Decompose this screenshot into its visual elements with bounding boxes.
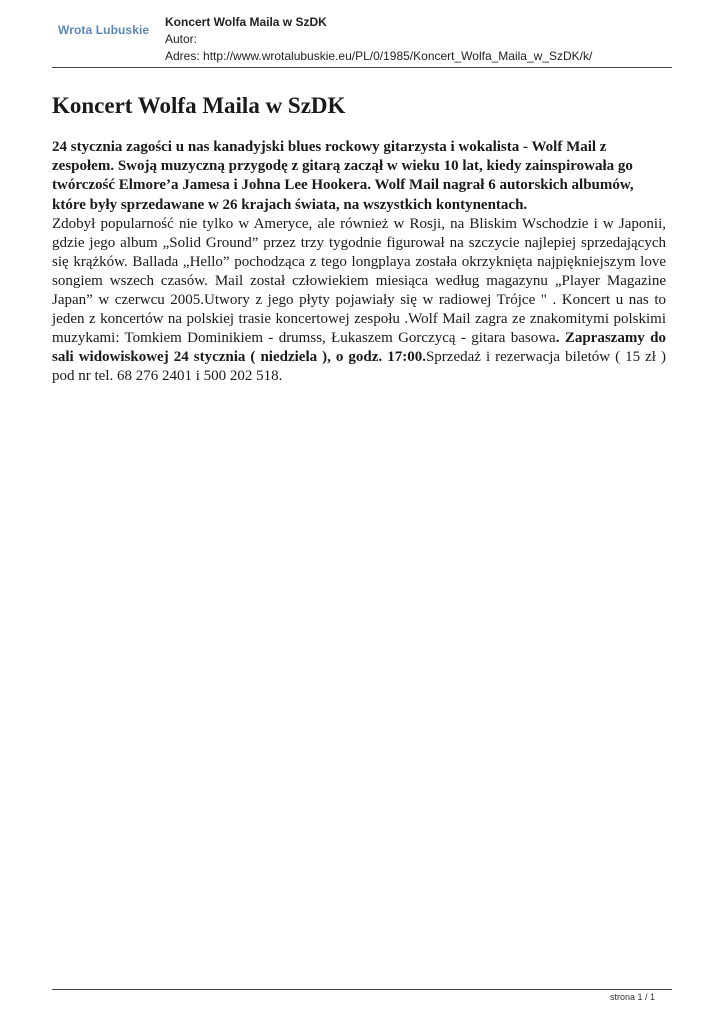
source-address: Adres: http://www.wrotalubuskie.eu/PL/0/1985/Koncert_Wolfa_Maila_w_SzDK/k/ (165, 49, 593, 63)
header-title: Koncert Wolfa Maila w SzDK (165, 15, 327, 29)
page-number: strona 1 / 1 (609, 992, 655, 1002)
body-text-part1: Zdobył popularność nie tylko w Ameryce, ale również w Rosji, na Bliskim Wschodzie i w Japonii, gdzie jego album „Solid Ground” przez trzy tygodnie figurował na szczycie najlepiej sprzedających się krążków. Ballada „Hello” pochodząca z tego longplaya została okrzyknięta najpiękniejszym love songiem wszech czasów. Mail został człowiekiem miesiąca według magazynu „Player Magazine Japan” w czerwcu 2005.Utwory z jego płyty pojawiały się w radiowej Trójce " . Koncert u nas to jeden z koncertów na polskiej trasie koncertowej zespołu .Wolf Mail zagra ze znakomitymi polskimi muzykami: Tomkiem Dominikiem - drumss, Łukaszem Gorczycą - gitara basowa (52, 215, 666, 346)
article-lead: 24 stycznia zagości u nas kanadyjski blues rockowy gitarzysta i wokalista - Wolf Mail z zespołem. Swoją muzyczną przygodę z gitarą zaczął w wieku 10 lat, kiedy zainspirowała go twórczość Elmore’a Jamesa i Johna Lee Hookera. Wolf Mail nagrał 6 autorskich albumów, które były sprzedawane w 26 krajach świata, na wszystkich kontynentach. (52, 139, 634, 213)
article-heading: Koncert Wolfa Maila w SzDK (52, 93, 346, 118)
body-text-invitation: . Zapraszamy do sali widowiskowej 24 stycznia ( niedziela ), o godz. 17:00. (52, 329, 666, 365)
page-header (52, 14, 672, 68)
footer-divider (52, 989, 672, 990)
article-body (52, 215, 666, 386)
author-label: Autor: (165, 32, 198, 46)
body-text-part2: Sprzedaż i rezerwacja biletów ( 15 zł ) pod nr tel. 68 276 2401 i 500 202 518. (52, 348, 666, 384)
document-meta (165, 14, 592, 65)
article (52, 92, 666, 386)
header-divider (52, 67, 672, 68)
site-logo[interactable]: Wrota Lubuskie (58, 23, 150, 37)
